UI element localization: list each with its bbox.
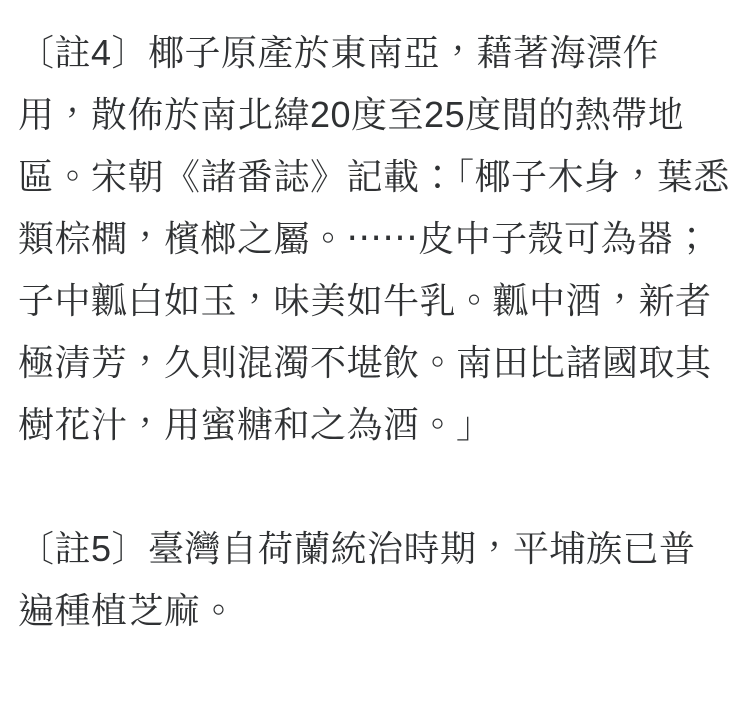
footnote-text-4: 〔註4〕椰子原產於東南亞，藉著海漂作用，散佈於南北緯20度至25度間的熱帶地區。宋朝《諸番誌》記載：「椰子木身，葉悉類棕櫚，檳榔之屬。‧‧‧‧‧‧皮中子殼可為器；子中瓤白如玉，味美如牛乳。瓤中酒，新者極清芳，久則混濁不堪飲。南田比諸國取其樹花汁，用蜜糖和之為酒。」	[18, 32, 731, 445]
footnote-entry-5	[18, 518, 732, 642]
footnote-entry-4	[18, 22, 732, 456]
footnote-text-5: 〔註5〕臺灣自荷蘭統治時期，平埔族已普遍種植芝麻。	[18, 528, 696, 631]
